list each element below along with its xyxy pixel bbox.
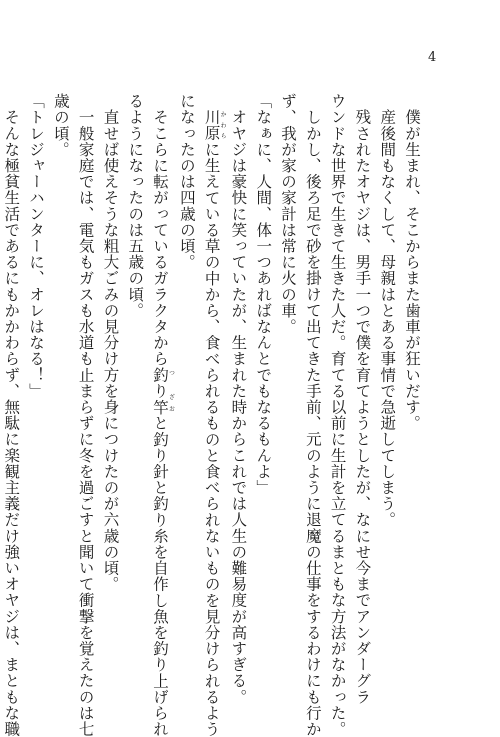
text-line: 川原かわらに生えている草の中から、食べられるものと食べられないものを見分けられるよう [202, 109, 227, 737]
text-line: ず、我が家の家計は常に火の車。 [279, 93, 298, 335]
ruby-word: 釣り竿つ ざお [151, 366, 175, 416]
text-line: るようになったのは五歳の頃。 [126, 93, 145, 319]
text-line: ウンドな世界で生きて生きた人だ。育てる以前に生計を立てるまともな方法がなかった。 [328, 93, 347, 737]
text-line: そこらに転がっているガラクタから釣り竿つ ざおと釣り針と釣り糸を自作し魚を釣り上げられ [151, 93, 175, 737]
text-line: そんな極貧生活であるにもかかわらず、無駄に楽観主義だけ強いオヤジは、まともな職 [2, 93, 21, 737]
text-line: 一般家庭では、電気もガスも水道も止まらずに冬を過ごすと聞いて衝撃を覚えたのは七 [76, 93, 95, 737]
text-line: になったのは四歳の頃。 [177, 93, 196, 271]
text-line: 歳の頃。 [51, 93, 70, 158]
text-line: オヤジは豪快に笑っていたが、生まれた時からこれでは人生の難易度が高すぎる。 [229, 93, 248, 705]
page-number: 4 [428, 50, 437, 65]
text-line: 産後間もなくして、母親はとある事情で急逝してしまう。 [378, 93, 397, 528]
body-text [2, 93, 424, 737]
text-line: しかし、後ろ足で砂を掛けて出てきた手前、元のように退魔の仕事をするわけにも行か [303, 93, 322, 737]
ruby-word: 川原かわら [202, 109, 227, 142]
text-line: 「トレジャーハンターに、オレはなる！」 [27, 93, 46, 399]
text-line: 残されたオヤジは、男手一つで僕を育てようとしたが、なにせ今までアンダーグラ [353, 93, 372, 705]
text-line: 僕が生まれ、そこからまた歯車が狂いだす。 [403, 93, 421, 432]
text-line: 「なぁに、人間、体一つあればなんとでもなるもんよ」 [254, 93, 273, 496]
text-line: 直せば使えそうな粗大ごみの見分け方を身につけたのが六歳の頃。 [101, 93, 120, 593]
